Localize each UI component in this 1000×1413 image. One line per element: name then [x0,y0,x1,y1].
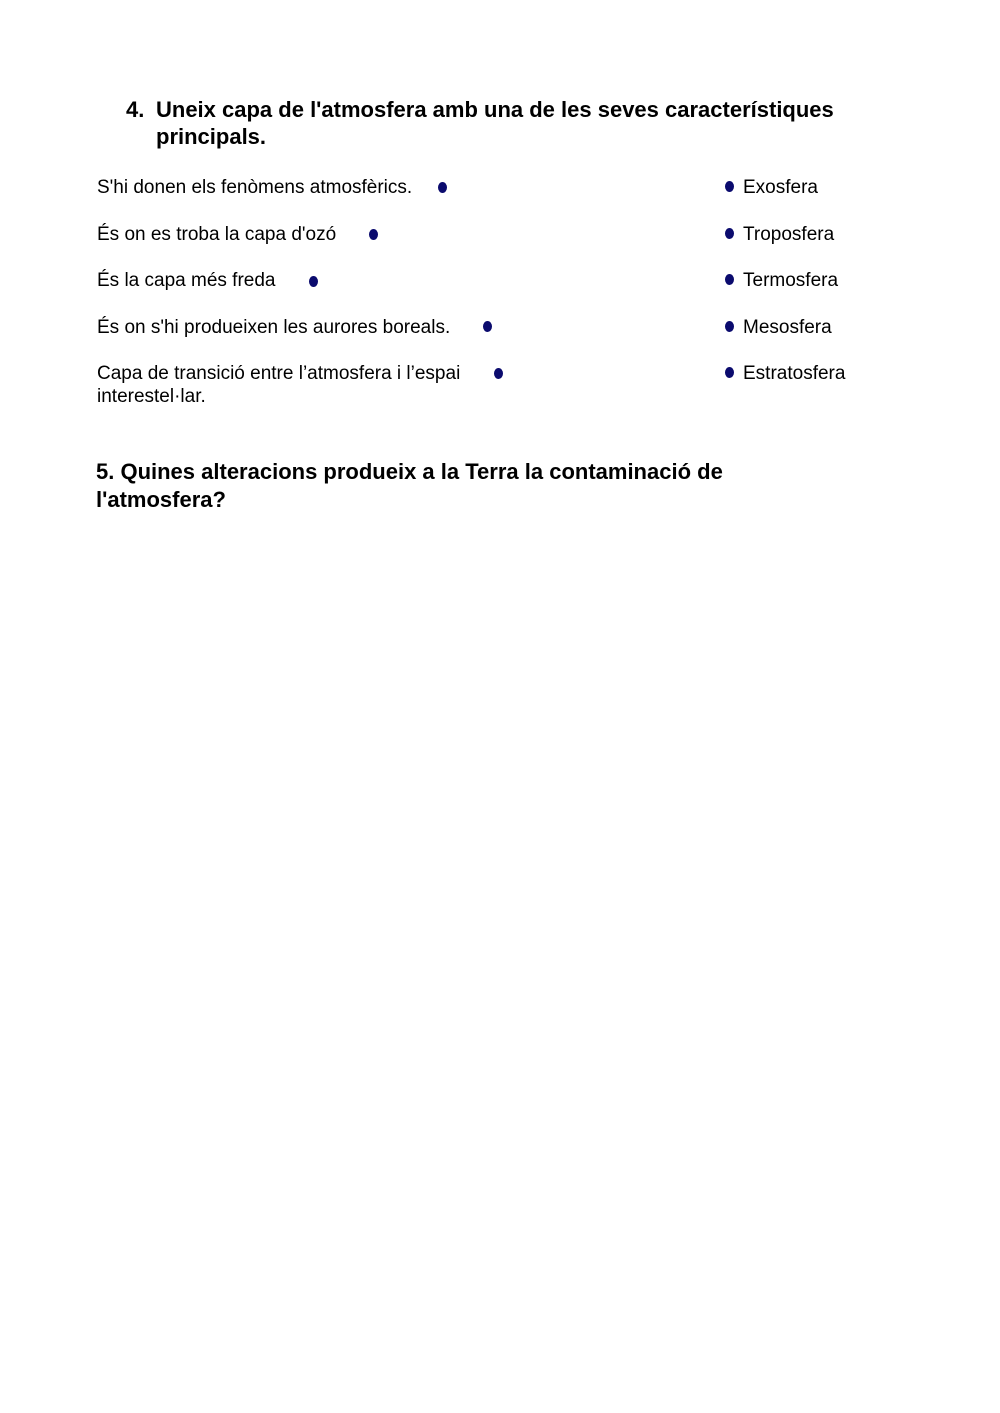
question-4-number: 4. [126,97,145,122]
left-item-3: És la capa més freda [97,270,276,291]
right-item-estratosfera: Estratosfera [743,363,846,384]
right-item-mesosfera: Mesosfera [743,317,832,338]
left-dot-1[interactable] [438,182,447,193]
right-dot-5[interactable] [725,367,734,378]
right-dot-4[interactable] [725,321,734,332]
left-dot-2[interactable] [369,229,378,240]
left-dot-5[interactable] [494,368,503,379]
right-item-troposfera: Troposfera [743,224,835,245]
left-item-2: És on es troba la capa d'ozó [97,224,337,245]
question-5-title: 5. Quines alteracions produeix a la Terra la contaminació de l'atmosfera? [96,459,723,512]
left-item-1: S'hi donen els fenòmens atmosfèrics. [97,177,413,198]
right-dot-3[interactable] [725,274,734,285]
left-dot-4[interactable] [483,321,492,332]
right-item-exosfera: Exosfera [743,177,818,198]
left-item-4: És on s'hi produeixen les aurores boreals. [97,317,451,338]
question-4-title: Uneix capa de l'atmosfera amb una de les seves característiques principals. [156,97,834,149]
right-dot-1[interactable] [725,181,734,192]
right-dot-2[interactable] [725,228,734,239]
right-item-termosfera: Termosfera [743,270,839,291]
left-dot-3[interactable] [309,276,318,287]
left-item-5: Capa de transició entre l’atmosfera i l’espai interestel·lar. [97,363,461,407]
